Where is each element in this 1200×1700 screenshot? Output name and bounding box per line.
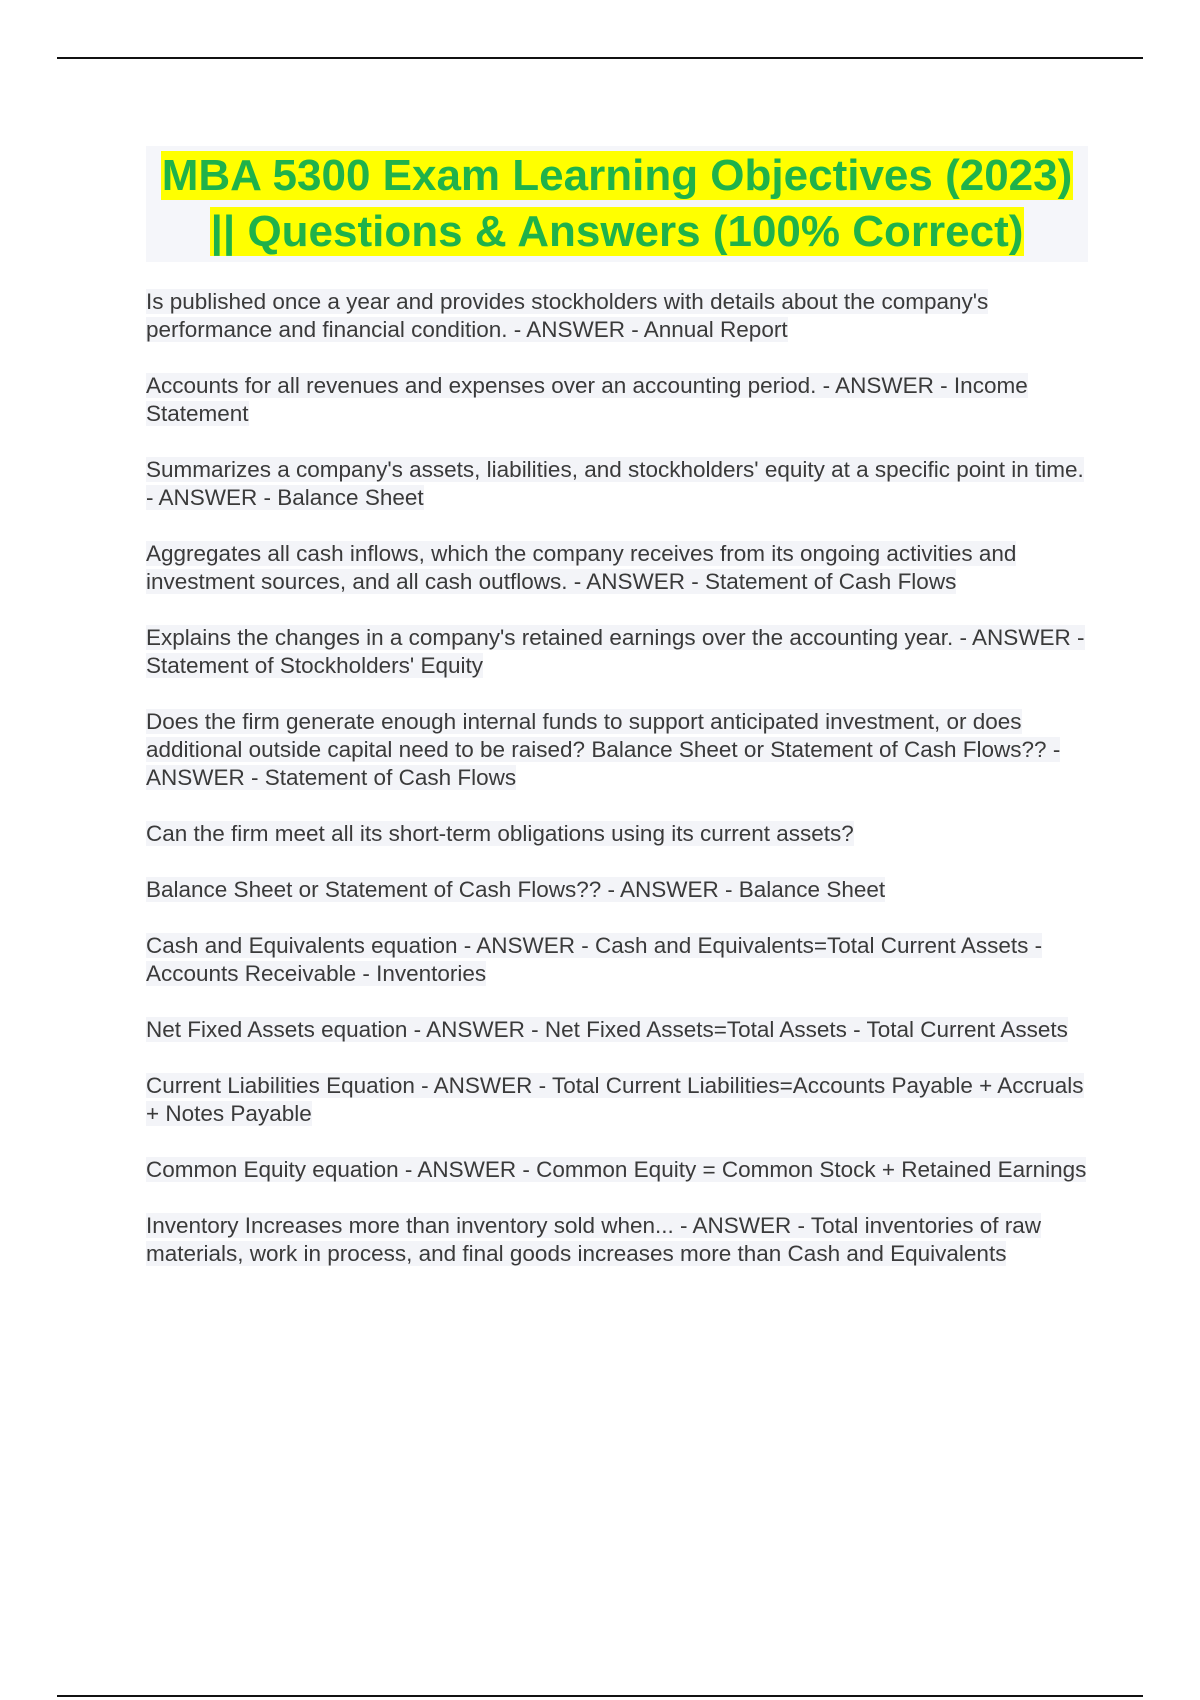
qa-item-8 <box>146 876 1088 904</box>
document-title: MBA 5300 Exam Learning Objectives (2023) || Questions & Answers (100% Correct) <box>161 151 1073 256</box>
top-rule <box>57 57 1143 59</box>
qa-text: Inventory Increases more than inventory sold when... - ANSWER - Total inventories of raw materials, work in process, and final goods increases more than Cash and Equivalents <box>146 1213 1041 1266</box>
qa-item-7 <box>146 820 1088 848</box>
qa-text: Accounts for all revenues and expenses over an accounting period. - ANSWER - Income Statement <box>146 373 1028 426</box>
qa-item-9 <box>146 932 1088 988</box>
qa-item-2 <box>146 372 1088 428</box>
qa-text: Aggregates all cash inflows, which the company receives from its ongoing activities and investment sources, and all cash outflows. - ANSWER - Statement of Cash Flows <box>146 541 1017 594</box>
qa-text: Balance Sheet or Statement of Cash Flows?? - ANSWER - Balance Sheet <box>146 877 886 902</box>
qa-text: Can the firm meet all its short-term obligations using its current assets? <box>146 821 854 846</box>
document-body <box>146 146 1088 1296</box>
qa-text: Net Fixed Assets equation - ANSWER - Net Fixed Assets=Total Assets - Total Current Assets <box>146 1017 1068 1042</box>
bottom-rule <box>57 1695 1143 1697</box>
qa-item-13 <box>146 1212 1088 1268</box>
qa-item-10 <box>146 1016 1088 1044</box>
qa-text: Does the firm generate enough internal funds to support anticipated investment, or does additional outside capital need to be raised? Balance Sheet or Statement of Cash Flows?? - ANSWER - Statement of Cash Flows <box>146 709 1061 790</box>
qa-text: Current Liabilities Equation - ANSWER - Total Current Liabilities=Accounts Payable + Accruals + Notes Payable <box>146 1073 1084 1126</box>
qa-text: Cash and Equivalents equation - ANSWER - Cash and Equivalents=Total Current Assets - Accounts Receivable - Inventories <box>146 933 1043 986</box>
qa-item-12 <box>146 1156 1088 1184</box>
qa-item-11 <box>146 1072 1088 1128</box>
qa-text: Explains the changes in a company's retained earnings over the accounting year. - ANSWER - Statement of Stockholders' Equity <box>146 625 1085 678</box>
qa-text: Summarizes a company's assets, liabilities, and stockholders' equity at a specific point in time. - ANSWER - Balance Sheet <box>146 457 1084 510</box>
qa-item-6 <box>146 708 1088 792</box>
qa-item-4 <box>146 540 1088 596</box>
qa-text: Common Equity equation - ANSWER - Common Equity = Common Stock + Retained Earnings <box>146 1157 1087 1182</box>
qa-item-3 <box>146 456 1088 512</box>
title-block <box>146 146 1088 262</box>
qa-item-5 <box>146 624 1088 680</box>
qa-item-1 <box>146 288 1088 344</box>
qa-text: Is published once a year and provides stockholders with details about the company's performance and financial condition. - ANSWER - Annual Report <box>146 289 989 342</box>
